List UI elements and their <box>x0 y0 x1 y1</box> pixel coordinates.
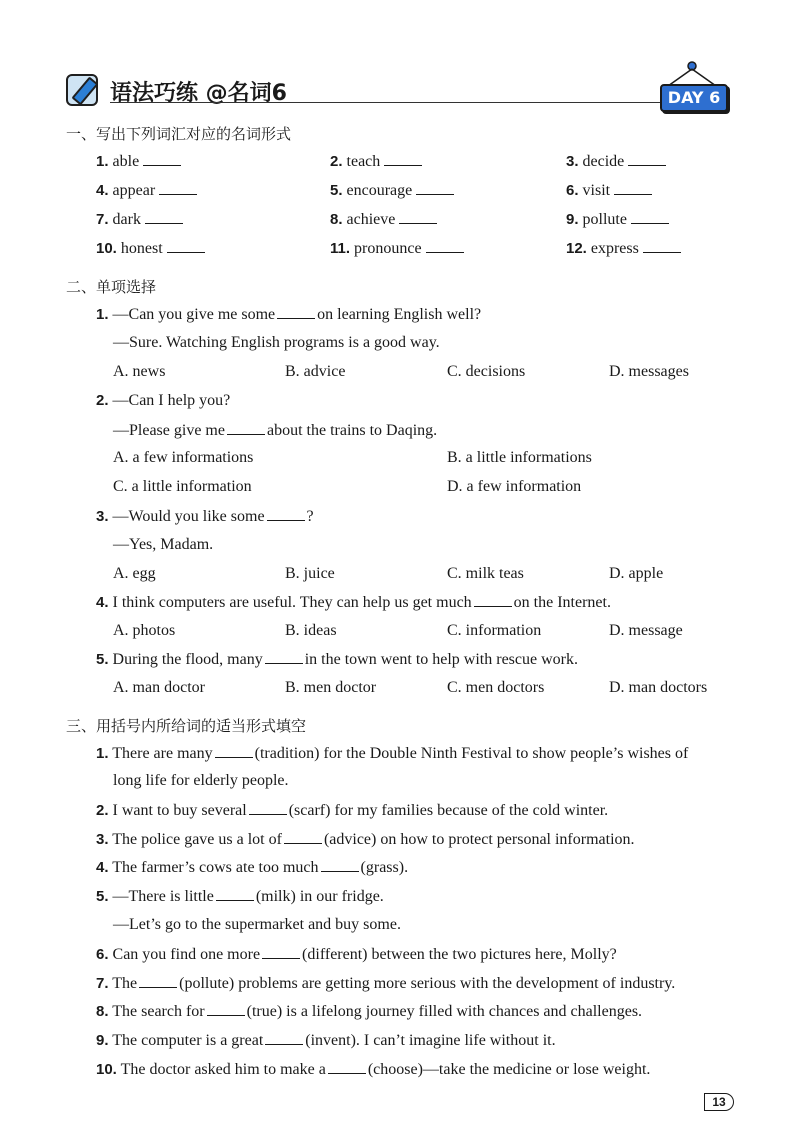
day-badge: DAY 6 <box>660 84 728 112</box>
s3-item-2: 2. I want to buy several (scarf) for my families because of the cold winter. <box>96 802 609 819</box>
answer-blank[interactable] <box>631 209 669 224</box>
answer-blank[interactable] <box>416 180 454 195</box>
s3-item-7: 7. The (pollute) problems are getting more serious with the development of industry. <box>96 975 676 992</box>
answer-blank[interactable] <box>249 800 287 815</box>
s2-q4-option-a[interactable]: A. photos <box>113 622 176 639</box>
s1-item-5: 5. encourage <box>330 180 454 201</box>
s1-item-8: 8. achieve <box>330 209 437 230</box>
answer-blank[interactable] <box>143 151 181 166</box>
day-badge-hanger <box>646 60 736 120</box>
s2-q4-line1: 4. I think computers are useful. They can help us get much on the Internet. <box>96 594 611 611</box>
answer-blank[interactable] <box>265 649 303 664</box>
s2-q5-option-c[interactable]: C. men doctors <box>447 679 545 696</box>
answer-blank[interactable] <box>614 180 652 195</box>
s1-item-3: 3. decide <box>566 151 666 172</box>
title-underline <box>110 102 688 103</box>
s3-item-9: 9. The computer is a great (invent). I can’t imagine life without it. <box>96 1032 556 1049</box>
answer-blank[interactable] <box>426 238 464 253</box>
s2-q5-option-b[interactable]: B. men doctor <box>285 679 377 696</box>
s2-q1-line2: —Sure. Watching English programs is a good way. <box>113 334 440 351</box>
answer-blank[interactable] <box>284 829 322 844</box>
answer-blank[interactable] <box>227 420 265 435</box>
s2-q4-option-c[interactable]: C. information <box>447 622 542 639</box>
s2-q1-option-d[interactable]: D. messages <box>609 363 689 380</box>
answer-blank[interactable] <box>321 857 359 872</box>
s2-q2-option-b[interactable]: B. a little informations <box>447 449 592 466</box>
answer-blank[interactable] <box>628 151 666 166</box>
s1-item-2: 2. teach <box>330 151 422 172</box>
s2-q2-option-d[interactable]: D. a few information <box>447 478 582 495</box>
s1-item-7: 7. dark <box>96 209 183 230</box>
edit-icon <box>66 74 98 106</box>
s3-item-5-cont: —Let’s go to the supermarket and buy some. <box>113 916 401 933</box>
s3-item-8: 8. The search for (true) is a lifelong journey filled with chances and challenges. <box>96 1003 643 1020</box>
section1-title: 一、写出下列词汇对应的名词形式 <box>66 125 292 143</box>
section2-title: 二、单项选择 <box>66 278 157 296</box>
answer-blank[interactable] <box>139 973 177 988</box>
s2-q1-option-b[interactable]: B. advice <box>285 363 346 380</box>
page-number: 13 <box>704 1093 734 1111</box>
s2-q3-line2: —Yes, Madam. <box>113 536 214 553</box>
s2-q5-line1: 5. During the flood, many in the town went to help with rescue work. <box>96 651 578 668</box>
answer-blank[interactable] <box>159 180 197 195</box>
s2-q1-option-c[interactable]: C. decisions <box>447 363 526 380</box>
s2-q2-option-c[interactable]: C. a little information <box>113 478 252 495</box>
s2-q3-option-b[interactable]: B. juice <box>285 565 335 582</box>
s2-q3-option-c[interactable]: C. milk teas <box>447 565 524 582</box>
answer-blank[interactable] <box>262 944 300 959</box>
s2-q3-line1: 3. —Would you like some ? <box>96 508 314 525</box>
answer-blank[interactable] <box>474 592 512 607</box>
s2-q5-option-d[interactable]: D. man doctors <box>609 679 708 696</box>
answer-blank[interactable] <box>277 304 315 319</box>
s2-q2-option-a[interactable]: A. a few informations <box>113 449 254 466</box>
s1-item-6: 6. visit <box>566 180 652 201</box>
s2-q4-option-b[interactable]: B. ideas <box>285 622 337 639</box>
s2-q2-line2: —Please give me about the trains to Daqing. <box>113 422 438 439</box>
answer-blank[interactable] <box>215 743 253 758</box>
s3-item-5: 5. —There is little (milk) in our fridge. <box>96 888 384 905</box>
answer-blank[interactable] <box>207 1001 245 1016</box>
answer-blank[interactable] <box>643 238 681 253</box>
s2-q3-option-a[interactable]: A. egg <box>113 565 156 582</box>
s3-item-10: 10. The doctor asked him to make a (choose)—take the medicine or lose weight. <box>96 1061 651 1078</box>
answer-blank[interactable] <box>145 209 183 224</box>
s3-item-1-cont: long life for elderly people. <box>113 772 289 789</box>
s3-item-1: 1. There are many (tradition) for the Double Ninth Festival to show people’s wishes of <box>96 745 689 762</box>
s1-item-1: 1. able <box>96 151 181 172</box>
s1-item-12: 12. express <box>566 238 681 259</box>
answer-blank[interactable] <box>167 238 205 253</box>
s2-q3-option-d[interactable]: D. apple <box>609 565 664 582</box>
answer-blank[interactable] <box>384 151 422 166</box>
s3-item-4: 4. The farmer’s cows ate too much (grass). <box>96 859 409 876</box>
answer-blank[interactable] <box>216 886 254 901</box>
page-title: 语法巧练 @名词6 <box>110 81 287 106</box>
section3-title: 三、用括号内所给词的适当形式填空 <box>66 717 307 735</box>
answer-blank[interactable] <box>267 506 305 521</box>
s2-q4-option-d[interactable]: D. message <box>609 622 683 639</box>
s2-q2-line1: 2. —Can I help you? <box>96 392 231 409</box>
s2-q1-option-a[interactable]: A. news <box>113 363 166 380</box>
answer-blank[interactable] <box>399 209 437 224</box>
s3-item-3: 3. The police gave us a lot of (advice) on how to protect personal information. <box>96 831 635 848</box>
s1-item-4: 4. appear <box>96 180 197 201</box>
s1-item-11: 11. pronounce <box>330 238 464 259</box>
page-header <box>66 70 746 120</box>
answer-blank[interactable] <box>328 1059 366 1074</box>
answer-blank[interactable] <box>265 1030 303 1045</box>
s1-item-10: 10. honest <box>96 238 205 259</box>
s2-q1-line1: 1. —Can you give me some on learning English well? <box>96 306 482 323</box>
s2-q5-option-a[interactable]: A. man doctor <box>113 679 205 696</box>
s3-item-6: 6. Can you find one more (different) between the two pictures here, Molly? <box>96 946 617 963</box>
s1-item-9: 9. pollute <box>566 209 669 230</box>
